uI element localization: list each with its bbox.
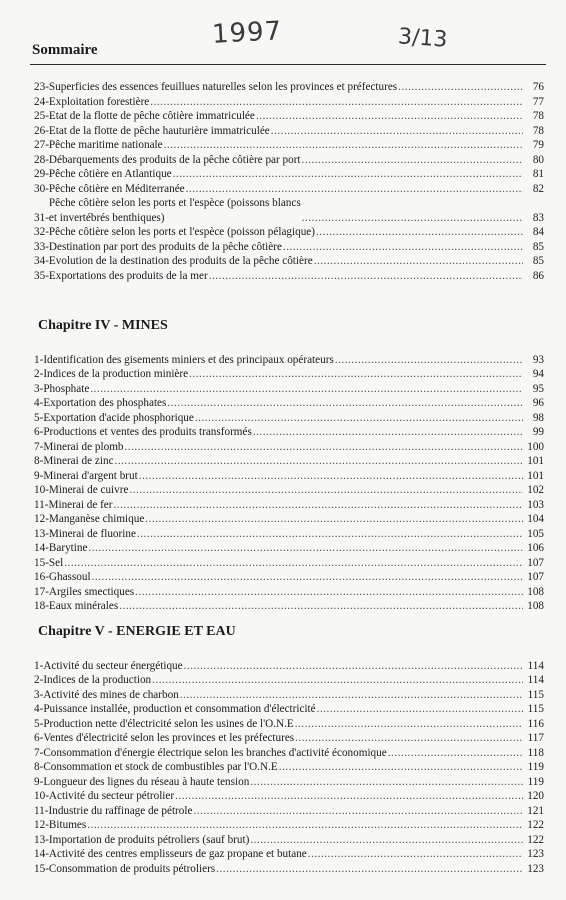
toc-entry-label: Puissance installée, production et consommation d'électricité (43, 703, 316, 716)
toc-entry-separator: - (45, 833, 49, 846)
toc-entry-separator: - (45, 819, 49, 832)
toc-entry-number: 12 (34, 819, 46, 832)
toc-entry-page: 117 (527, 732, 544, 745)
toc-entry-page: 118 (527, 746, 544, 759)
toc-entry-page: 83 (532, 211, 544, 224)
toc-dot-leader (271, 124, 523, 139)
toc-entry (34, 818, 544, 833)
toc-entry-separator: - (45, 269, 49, 282)
toc-entry-number: 13 (34, 833, 46, 846)
toc-entry-page: 123 (527, 848, 544, 861)
toc-entry-label: Longueur des lignes du réseau à haute tension (43, 775, 250, 788)
toc-entry-page: 107 (527, 571, 544, 584)
toc-entry-separator: - (39, 455, 44, 468)
toc-entry-separator: - (39, 703, 44, 716)
toc-entry-page: 122 (527, 833, 544, 846)
toc-entry (34, 512, 544, 527)
toc-dot-leader (87, 818, 523, 833)
toc-entry-label: Minerai de plomb (43, 440, 124, 453)
toc-entry (34, 862, 544, 877)
toc-entry-number: 23 (34, 81, 46, 93)
toc-dot-leader (189, 367, 523, 382)
toc-entry (34, 469, 544, 484)
toc-entry (34, 498, 544, 513)
toc-entry-page: 120 (527, 790, 544, 803)
toc-list (34, 659, 544, 877)
toc-entry-separator: - (45, 527, 49, 540)
toc-entry-label: Argiles smectiques (48, 585, 135, 598)
toc-entry (34, 804, 544, 819)
toc-entry-label: Consommation et stock de combustibles par l'O.N.E (43, 761, 278, 774)
toc-entry-page: 85 (532, 255, 544, 267)
toc-entry-number: 17 (34, 585, 46, 598)
toc-entry-number: 5 (34, 717, 40, 730)
toc-entry-separator: - (39, 411, 44, 424)
toc-entry-page: 85 (532, 240, 544, 253)
toc-entry-page: 106 (527, 542, 544, 555)
toc-entry-label: Minerai de fluorine (48, 527, 136, 540)
toc-entry-number: 10 (34, 484, 46, 497)
toc-dot-leader (64, 556, 523, 571)
toc-entry (34, 527, 544, 542)
toc-entry-separator: - (45, 790, 49, 803)
toc-entry (34, 240, 544, 255)
toc-entry (34, 167, 544, 182)
toc-entry-number: 28 (34, 153, 46, 166)
toc-entry (34, 396, 544, 411)
toc-entry-number: 12 (34, 513, 46, 526)
toc-entry-label: Industrie du raffinage de pétrole (48, 804, 193, 817)
handwritten-year: 1997 (211, 16, 283, 50)
toc-entry-separator: - (45, 848, 49, 861)
toc-entry-number: 33 (34, 240, 46, 253)
toc-entry-label: Exploitation forestière (48, 95, 150, 108)
toc-entry (34, 789, 544, 804)
toc-entry-page: 119 (527, 775, 544, 788)
toc-entry-separator: - (39, 426, 44, 439)
toc-dot-leader (193, 804, 523, 819)
toc-entry-page: 95 (532, 382, 544, 395)
toc-entry-label: Ghassoul (48, 571, 91, 584)
toc-entry (34, 411, 544, 426)
toc-entry-separator: - (45, 255, 49, 267)
toc-entry-separator: - (45, 81, 49, 93)
toc-entry (34, 731, 544, 746)
toc-entry-page: 114 (527, 674, 544, 687)
toc-entry-number: 11 (34, 804, 45, 817)
toc-entry-page: 79 (532, 139, 544, 151)
toc-entry-number: 26 (34, 124, 46, 137)
toc-entry-number: 31 (34, 211, 46, 224)
toc-entry-label: Minerai de zinc (43, 455, 114, 468)
toc-entry (34, 541, 544, 556)
toc-entry (34, 775, 544, 790)
section-energie (34, 612, 544, 876)
toc-entry-page: 96 (532, 397, 544, 410)
toc-entry-number: 14 (34, 542, 46, 555)
toc-entry-page: 98 (532, 411, 544, 424)
toc-entry-page: 78 (532, 124, 544, 137)
toc-entry (34, 673, 544, 688)
toc-entry-number: 13 (34, 527, 46, 540)
title-rule (30, 64, 546, 65)
toc-dot-leader (209, 269, 523, 284)
toc-entry-separator: - (39, 382, 44, 395)
toc-entry-number: 10 (34, 790, 46, 803)
toc-dot-leader (114, 498, 524, 513)
section-peche (34, 80, 544, 283)
toc-entry-number: 3 (34, 688, 40, 701)
toc-entry-page: 81 (532, 168, 544, 180)
toc-entry (34, 556, 544, 571)
toc-entry-separator: - (45, 585, 49, 598)
toc-dot-leader (250, 775, 523, 790)
toc-dot-leader (167, 396, 523, 411)
toc-dot-leader (388, 746, 523, 761)
toc-entry-label: Pêche côtière en Atlantique (48, 168, 172, 180)
toc-entry-page: 102 (527, 484, 544, 497)
toc-dot-leader (295, 731, 523, 746)
toc-entry-label: Débarquements des produits de la pêche côtière par port (48, 153, 301, 166)
toc-entry-page: 77 (532, 95, 544, 108)
toc-entry-page: 108 (527, 600, 544, 613)
toc-entry (34, 269, 544, 284)
toc-entry-page: 84 (532, 226, 544, 238)
toc-entry-label: Minerai d'argent brut (43, 469, 138, 482)
toc-dot-leader (180, 688, 523, 703)
toc-entry-number: 29 (34, 168, 46, 180)
toc-entry (34, 483, 544, 498)
toc-dot-leader (317, 702, 523, 717)
toc-entry-separator: - (45, 600, 49, 613)
toc-entry-number: 7 (34, 440, 40, 453)
toc-entry-label: Pêche côtière en Méditerranée (48, 182, 185, 195)
toc-dot-leader (139, 469, 523, 484)
toc-dot-leader (88, 541, 523, 556)
toc-entry (34, 833, 544, 848)
toc-entry-label: Exportation d'acide phosphorique (43, 411, 194, 424)
toc-entry-number: 2 (34, 674, 40, 687)
toc-entry-separator: - (45, 153, 49, 166)
toc-entry (34, 847, 544, 862)
toc-entry (34, 109, 544, 124)
toc-entry-label: Eaux minérales (48, 600, 119, 613)
toc-entry-label: Ventes d'électricité selon les provinces et les préfectures (43, 732, 295, 745)
toc-entry-label: Exportations des produits de la mer (48, 269, 208, 282)
toc-dot-leader (186, 182, 523, 197)
toc-entry-number: 8 (34, 761, 40, 774)
toc-entry-number: 4 (34, 703, 40, 716)
toc-dot-leader (115, 454, 523, 469)
toc-entry-number: 34 (34, 255, 46, 267)
toc-entry-number: 15 (34, 556, 46, 569)
toc-dot-leader (137, 527, 523, 542)
toc-entry-page: 114 (527, 659, 544, 672)
toc-entry-label: Indices de la production minière (43, 368, 189, 381)
toc-entry-separator: - (44, 804, 49, 817)
toc-entry-page: 78 (532, 110, 544, 122)
toc-entry-page: 86 (532, 269, 544, 282)
toc-entry-number: 8 (34, 455, 40, 468)
toc-entry-separator: - (45, 556, 49, 569)
toc-dot-leader (90, 382, 523, 397)
toc-entry-number: 27 (34, 139, 46, 151)
toc-entry-separator: - (45, 182, 49, 195)
toc-entry-number: 24 (34, 95, 46, 108)
toc-dot-leader (314, 254, 523, 269)
toc-dot-leader (145, 512, 523, 527)
toc-entry-separator: - (39, 732, 44, 745)
toc-entry-page: 116 (527, 717, 544, 730)
toc-entry-page: 105 (527, 527, 544, 540)
toc-entry-number: 6 (34, 426, 40, 439)
toc-entry-label: Production nette d'électricité selon les usines de l'O.N.E (43, 717, 294, 730)
toc-entry (34, 95, 544, 110)
toc-entry-separator: - (45, 240, 49, 253)
toc-list (34, 353, 544, 614)
toc-entry-separator: - (45, 862, 49, 875)
toc-entry-label: Pêche côtière selon les ports et l'espèce (poissons blancs et invertébrés benthiques) (48, 197, 301, 224)
toc-entry-page: 104 (527, 513, 544, 526)
toc-entry-number: 16 (34, 571, 46, 584)
section-mines (34, 306, 544, 614)
toc-dot-leader (135, 585, 523, 600)
toc-entry-number: 18 (34, 600, 46, 613)
toc-entry-number: 6 (34, 732, 40, 745)
toc-entry-page: 122 (527, 819, 544, 832)
toc-entry-number: 15 (34, 862, 46, 875)
toc-dot-leader (308, 847, 523, 862)
toc-dot-leader (184, 659, 523, 674)
toc-entry-label: Superficies des essences feuillues naturelles selon les provinces et préfectures (48, 81, 398, 93)
toc-dot-leader (92, 570, 523, 585)
toc-entry-label: Activité des centres emplisseurs de gaz propane et butane (48, 848, 307, 861)
toc-entry-separator: - (39, 469, 44, 482)
toc-entry-separator: - (39, 353, 44, 366)
toc-dot-leader (398, 80, 523, 95)
toc-entry (34, 382, 544, 397)
toc-entry-separator: - (39, 440, 44, 453)
toc-entry (34, 717, 544, 732)
toc-entry-number: 9 (34, 775, 40, 788)
toc-dot-leader (256, 109, 523, 124)
toc-entry-label: Barytine (48, 542, 88, 555)
toc-entry-number: 1 (34, 353, 40, 366)
toc-entry-page: 107 (527, 556, 544, 569)
toc-list (34, 80, 544, 283)
toc-entry-page: 93 (532, 353, 544, 366)
toc-entry-page: 121 (527, 804, 544, 817)
toc-entry-number: 25 (34, 110, 46, 122)
toc-entry-label: Identification des gisements miniers et des principaux opérateurs (43, 353, 334, 366)
toc-entry-number: 14 (34, 848, 46, 861)
toc-dot-leader (175, 789, 523, 804)
toc-dot-leader (302, 153, 523, 168)
toc-entry-separator: - (39, 746, 44, 759)
toc-entry-label: Activité du secteur pétrolier (48, 790, 175, 803)
toc-entry-separator: - (39, 368, 44, 381)
toc-entry (34, 196, 544, 225)
toc-dot-leader (253, 425, 523, 440)
toc-entry-page: 115 (527, 688, 544, 701)
toc-entry-label: Exportation des phosphates (43, 397, 167, 410)
chapter-title-energie: Chapitre V - ENERGIE ET EAU (38, 623, 236, 639)
toc-entry-page: 76 (532, 81, 544, 93)
toc-entry-number: 3 (34, 382, 40, 395)
toc-entry-number: 9 (34, 469, 40, 482)
toc-entry (34, 138, 544, 153)
toc-entry-page: 115 (527, 703, 544, 716)
toc-entry (34, 425, 544, 440)
toc-dot-leader (164, 138, 523, 153)
toc-entry (34, 153, 544, 168)
toc-entry (34, 225, 544, 240)
toc-entry (34, 80, 544, 95)
toc-dot-leader (195, 411, 523, 426)
toc-entry-number: 4 (34, 397, 40, 410)
toc-entry (34, 570, 544, 585)
toc-entry-label: Pêche maritime nationale (48, 139, 163, 151)
toc-entry-page: 99 (532, 426, 544, 439)
toc-entry-label: Minerai de fer (48, 498, 113, 511)
toc-dot-leader (152, 673, 523, 688)
toc-entry-label: Activité des mines de charbon (43, 688, 179, 701)
toc-entry-number: 1 (34, 659, 40, 672)
chapter-title-mines: Chapitre IV - MINES (38, 317, 168, 333)
toc-entry-separator: - (45, 211, 49, 224)
toc-entry-separator: - (45, 542, 49, 555)
toc-entry-separator: - (45, 110, 49, 122)
toc-entry-label: Productions et ventes des produits transformés (43, 426, 252, 439)
toc-entry-separator: - (45, 484, 49, 497)
toc-entry-page: 103 (527, 498, 544, 511)
toc-dot-leader (125, 440, 524, 455)
toc-dot-leader (283, 240, 523, 255)
toc-entry-separator: - (45, 124, 49, 137)
toc-entry-label: Pêche côtière selon les ports et l'espèce (poisson pélagique) (48, 226, 315, 238)
toc-entry (34, 688, 544, 703)
toc-entry (34, 585, 544, 600)
toc-entry-label: Activité du secteur énergétique (43, 659, 183, 672)
toc-entry-separator: - (45, 95, 49, 108)
page-title: Sommaire (32, 42, 98, 58)
toc-entry-separator: - (44, 498, 49, 511)
toc-dot-leader (129, 483, 523, 498)
toc-entry-label: Consommation de produits pétroliers (48, 862, 216, 875)
toc-entry-separator: - (39, 717, 44, 730)
toc-entry (34, 454, 544, 469)
toc-entry-page: 119 (527, 761, 544, 774)
toc-entry (34, 353, 544, 368)
toc-entry-label: Manganèse chimique (48, 513, 145, 526)
toc-entry (34, 746, 544, 761)
toc-entry-page: 80 (532, 153, 544, 166)
toc-entry-number: 2 (34, 368, 40, 381)
toc-entry-label: Importation de produits pétroliers (sauf brut) (48, 833, 250, 846)
toc-dot-leader (335, 353, 523, 368)
handwritten-page-mark: 3/13 (397, 24, 449, 53)
toc-dot-leader (250, 833, 523, 848)
toc-entry-label: Etat de la flotte de pêche hauturière immatriculée (48, 124, 270, 137)
toc-entry-separator: - (39, 674, 44, 687)
toc-entry-separator: - (39, 761, 44, 774)
toc-dot-leader (316, 225, 523, 240)
toc-entry-label: Etat de la flotte de pêche côtière immatriculée (48, 110, 255, 122)
toc-entry-separator: - (45, 168, 49, 180)
toc-entry (34, 659, 544, 674)
toc-entry-label: Destination par port des produits de la pêche côtière (48, 240, 282, 253)
toc-entry-label: Consommation d'énergie électrique selon les branches d'activité économique (43, 746, 387, 759)
toc-dot-leader (279, 760, 523, 775)
toc-entry-page: 82 (532, 182, 544, 195)
toc-entry-number: 32 (34, 226, 46, 238)
toc-dot-leader (173, 167, 523, 182)
toc-entry (34, 702, 544, 717)
toc-entry-separator: - (45, 139, 49, 151)
toc-dot-leader (302, 211, 523, 226)
toc-entry-separator: - (39, 688, 44, 701)
toc-entry-separator: - (45, 513, 49, 526)
toc-entry-number: 30 (34, 182, 46, 195)
toc-entry-page: 101 (527, 469, 544, 482)
toc-entry-separator: - (39, 775, 44, 788)
toc-entry-page: 100 (527, 440, 544, 453)
toc-entry-label: Indices de la production (43, 674, 152, 687)
toc-entry-label: Evolution de la destination des produits de la pêche côtière (48, 255, 313, 267)
toc-entry-label: Bitumes (48, 819, 87, 832)
toc-entry (34, 182, 544, 197)
toc-entry (34, 124, 544, 139)
toc-dot-leader (295, 717, 523, 732)
toc-entry (34, 760, 544, 775)
toc-entry-separator: - (39, 659, 44, 672)
toc-entry-label: Phosphate (43, 382, 90, 395)
toc-entry (34, 254, 544, 269)
toc-entry-label: Sel (48, 556, 64, 569)
toc-entry (34, 367, 544, 382)
toc-entry-label: Minerai de cuivre (48, 484, 129, 497)
toc-entry-page: 108 (527, 585, 544, 598)
toc-entry-page: 101 (527, 455, 544, 468)
toc-entry-separator: - (39, 397, 44, 410)
toc-entry-number: 35 (34, 269, 46, 282)
toc-entry-page: 123 (527, 862, 544, 875)
toc-entry-separator: - (45, 571, 49, 584)
toc-dot-leader (150, 95, 523, 110)
toc-entry (34, 440, 544, 455)
toc-entry-number: 7 (34, 746, 40, 759)
toc-entry-page: 94 (532, 368, 544, 381)
toc-entry-number: 5 (34, 411, 40, 424)
toc-entry-separator: - (45, 226, 49, 238)
toc-entry-number: 11 (34, 498, 45, 511)
toc-dot-leader (216, 862, 523, 877)
